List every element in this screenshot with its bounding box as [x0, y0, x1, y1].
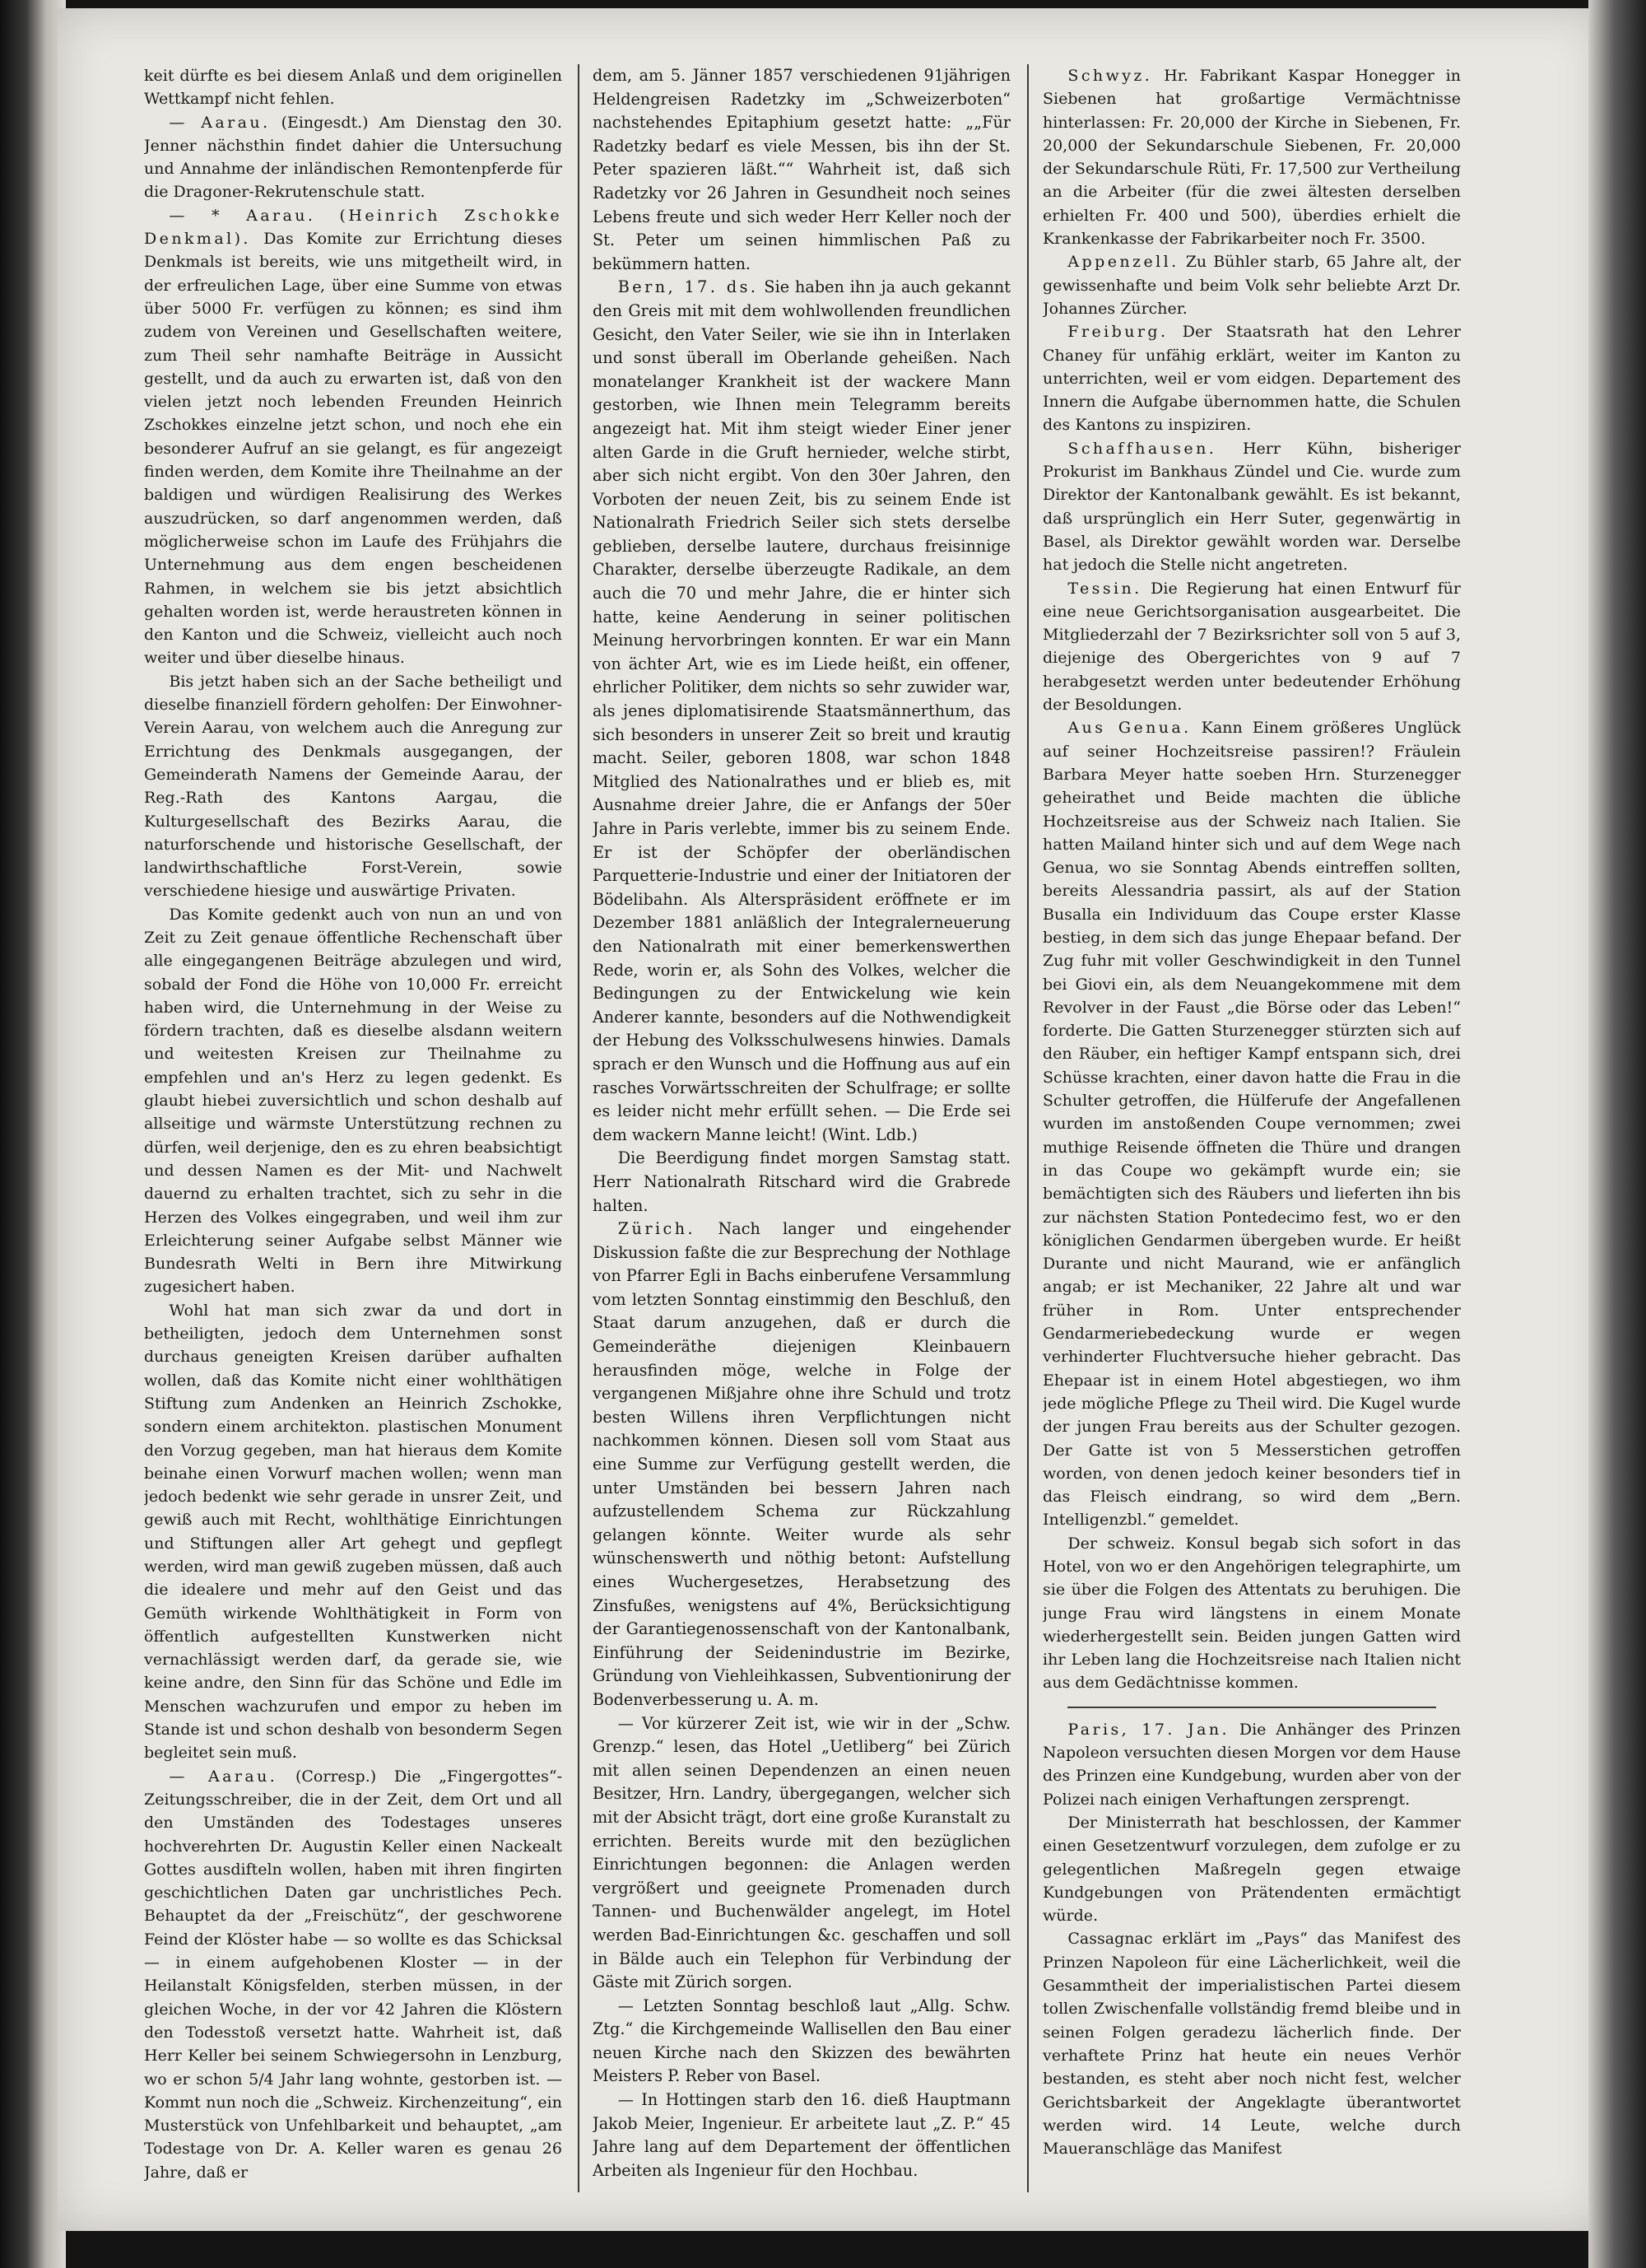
article-paragraph: [593, 1712, 1011, 1995]
article-text: Herr Kühn, bisheriger Prokurist im Bankhaus Zündel und Cie. wurde zum Direktor der Kantonalbank gewählt. Es ist bekannt, daß ursprünglich ein Herr Suter, gegenwärtig in Basel, als Direktor gewählt worden war. Derselbe hat jedoch die Stelle nicht angetreten.: [1043, 439, 1461, 575]
article-paragraph: [144, 1299, 562, 1765]
article-paragraph: [144, 1765, 562, 2184]
column-divider-1: [578, 64, 579, 2192]
article-dateline: Paris, 17. Jan.: [1067, 1720, 1230, 1739]
article-paragraph: [593, 1147, 1011, 1218]
book-spine-shadow: [0, 0, 66, 2268]
article-paragraph: [593, 276, 1011, 1147]
article-paragraph: [593, 2089, 1011, 2182]
page-edge-shadow: [1588, 0, 1646, 2268]
article-paragraph: [144, 204, 562, 670]
article-dateline: Zürich.: [617, 1219, 696, 1239]
article-dateline: — Aarau.: [169, 113, 271, 132]
article-dateline: Aus Genua.: [1067, 719, 1192, 738]
article-text: Bis jetzt haben sich an der Sache betheiligt und dieselbe finanziell fördern geholfen: Der Einwohner-Verein Aarau, von welchem auch die Anregung zur Errichtung des Denkmals ausgegangen, der Gemeinderath Namens der Gemeinde Aarau, der Reg.-Rath des Kantons Aargau, die Kulturgesellschaft des Bezirks Aarau, die naturforschende und historische Gesellschaft, der landwirthschaftliche Forst-Verein, sowie verschiedene hiesige und auswärtige Privaten.: [144, 672, 562, 901]
newspaper-body: [144, 64, 1465, 2200]
article-text: Hr. Fabrikant Kaspar Honegger in Siebenen hat großartige Vermächtnisse hinterlassen: Fr. 20,000 der Kirche in Siebenen, Fr. 20,000 der Sekundarschule Siebenen, Fr. 20,000 der Sekundarschule Rüti, Fr. 17,500 zur Vertheilung an die Arbeiter (für die zwei ältesten derselben erhielten Fr. 400 und 500), überdies erhielt die Krankenkasse der Fabrikarbeiter noch Fr. 3500.: [1043, 67, 1461, 249]
article-dateline: — * Aarau. (Heinrich Zschokke Denkmal).: [144, 206, 562, 249]
article-dateline: Appenzell.: [1067, 253, 1179, 272]
article-paragraph: [1043, 577, 1461, 717]
article-paragraph: [1043, 320, 1461, 436]
article-dateline: Schaffhausen.: [1067, 439, 1217, 458]
column-3: [1043, 64, 1461, 2196]
article-text: Zu Bühler starb, 65 Jahre alt, der gewissenhafte und beim Volk sehr beliebte Arzt Dr. Johannes Zürcher.: [1043, 253, 1461, 318]
article-text: Die Beerdigung findet morgen Samstag statt. Herr Nationalrath Ritschard wird die Grabrede halten.: [593, 1148, 1011, 1215]
article-dateline: Schwyz.: [1067, 67, 1153, 85]
article-text: Kann Einem größeres Unglück auf seiner Hochzeitsreise passiren!? Fräulein Barbara Meyer hatte soeben Hrn. Sturzenegger geheirathet und Beide machten die übliche Hochzeitsreise aus der Schweiz nach Italien. Sie hatten Mailand hinter sich und auf dem Wege nach Genua, wo sie Sonntag Abends eintreffen sollten, bereits Alessandria passirt, als auf der Station Busalla ein Individuum das Coupe erster Klasse bestieg, in dem sich das junge Ehepaar befand. Der Zug fuhr mit voller Geschwindigkeit in den Tunnel bei Giovi ein, als dem Neuangekommene mit dem Revolver in der Faust „die Börse oder das Leben!“ forderte. Die Gatten Sturzenegger stürzten sich auf den Räuber, ein heftiger Kampf entspann sich, drei Schüsse krachten, einer davon hatte die Frau in die Schulter getroffen, die Hülferufe der Angefallenen wurden im anstoßenden Coupe vernommen; zwei muthige Reisende öffneten die Thüre und drangen in das Coupe wo gekämpft wurde ein; sie bemächtigten sich des Räubers und lieferten ihn bis zur nächsten Station Pontedecimo fest, wo er den königlichen Gendarmen übergeben wurde. Er heißt Durante und nicht Maurand, wie er anfänglich angab; er ist Mechaniker, 22 Jahre alt und war früher in Rom. Unter entsprechender Gendarmeriebedeckung wurde er wegen verhinderter Fluchtversuche hieher gebracht. Das Ehepaar ist in einem Hotel abgestiegen, wo ihm jede mögliche Pflege zu Theil wird. Die Kugel wurde der jungen Frau bereits aus der Schulter gezogen. Der Gatte ist von 5 Messerstichen getroffen worden, von denen jedoch keiner besonders tief in das Fleisch eindrang, so wird dem „Bern. Intelligenzbl.“ gemeldet.: [1043, 719, 1461, 1530]
article-paragraph: [1043, 716, 1461, 1531]
article-text: Das Komite gedenkt auch von nun an und von Zeit zu Zeit genaue öffentliche Rechenschaft über alle eingegangenen Beiträge abzulegen und wird, sobald der Fond die Höhe von 10,000 Fr. erreicht haben wird, die Unternehmung in der Weise zu fördern trachten, daß es dieselbe alsdann weitern und weitesten Kreisen zur Theilnahme zu empfehlen und an's Herz zu legen gedenkt. Es glaubt hiebei zuversichtlich und schon deshalb auf allseitige und wärmste Unterstützung rechnen zu dürfen, weil derjenige, den es zu ehren beabsichtigt und dessen Namen es der Mit- und Nachwelt dauernd zu erhalten trachtet, sich zu sehr in die Herzen des Volkes eingegraben, und weil ihm zur Erleichterung seiner Aufgabe selbst Männer wie Bundesrath Welti in Bern ihre Mitwirkung zugesichert haben.: [144, 905, 562, 1297]
article-paragraph: [1043, 250, 1461, 320]
article-paragraph: [1043, 1927, 1461, 2160]
article-text: Sie haben ihn ja auch gekannt den Greis mit mit dem wohlwollenden freundlichen Gesicht, den Vater Seiler, wie sie ihn in Interlaken und sonst überall im Oberlande geheißen. Nach monatelanger Krankheit ist der wackere Mann gestorben, wie Ihnen mein Telegramm bereits angezeigt hat. Mit ihm steigt wieder Einer jener alten Garde in die Gruft hernieder, welche stirbt, aber sich nicht ergibt. Von den 30er Jahren, den Vorboten der neuen Zeit, bis zu seinem Ende ist Nationalrath Friedrich Seiler sich stets derselbe geblieben, derselbe lautere, durchaus freisinnige Charakter, derselbe überzeugte Radikale, an dem auch die 70 und mehr Jahre, die er hinter sich hatte, keine Aenderung in seiner politischen Meinung hervorbringen konnten. Er war ein Mann von ächter Art, wie es im Liede heißt, ein offener, ehrlicher Politiker, dem nichts so sehr zuwider war, als jenes diplomatisirende Staatsmännerthum, das sich besonders in unserer Zeit so breit und krautig macht. Seiler, geboren 1808, war schon 1848 Mitglied des Nationalrathes und er blieb es, mit Ausnahme dreier Jahre, die er Anfangs der 50er Jahre in Paris verlebte, immer bis zu seinem Ende. Er ist der Schöpfer der oberländischen Parquetterie-Industrie und einer der Initiatoren der Bödelibahn. Als Alterspräsident eröffnete er im Dezember 1881 anläßlich der Integralerneuerung den Nationalrath mit einer bemerkenswerthen Rede, worin er, als Sohn des Volkes, welcher die Bedingungen zu der Entwickelung wie kein Anderer kannte, besonders auf die Nothwendigkeit der Hebung des Volksschulwesens hinwies. Damals sprach er den Wunsch und die Hoffnung aus auf ein rasches Vorwärtsschreiten der Schulfrage; er sollte es leider nicht mehr erfüllt sehen. — Die Erde sei dem wackern Manne leicht! (Wint. Ldb.): [593, 277, 1011, 1144]
article-text: Der Ministerrath hat beschlossen, der Kammer einen Gesetzentwurf vorzulegen, dem zufolge er zu gelegentlichen Maßregeln gegen etwaige Kundgebungen von Prätendenten ermächtigt würde.: [1043, 1813, 1461, 1926]
article-text: Wohl hat man sich zwar da und dort in betheiligten, jedoch dem Unternehmen sonst durchaus geneigten Kreisen darüber aufhalten wollen, daß das Komite nicht einer wohlthätigen Stiftung zum Andenken an Heinrich Zschokke, sondern einem architekton. plastischen Monument den Vorzug gegeben, man hat hieraus dem Komite beinahe einen Vorwurf machen wollen; wenn man jedoch bedenkt wie sehr gerade in unsrer Zeit, und gewiß auch mit Recht, wohlthätige Einrichtungen und Stiftungen aller Art gehegt und gepflegt werden, wird man gewiß zugeben müssen, daß auch die idealere und mehr auf den Geist und das Gemüth wirkende Wohlthätigkeit in Form von öffentlich aufgestellten Kunstwerken nicht vernachlässigt werden darf, da gerade sie, wie keine andre, den Sinn für das Schöne und Edle im Menschen wachzurufen und empor zu heben im Stande ist und schon deshalb von besonderm Segen begleitet sein muß.: [144, 1301, 562, 1763]
article-paragraph: [144, 670, 562, 903]
article-paragraph: [1043, 1811, 1461, 1927]
article-dateline: — Aarau.: [169, 1767, 278, 1786]
article-text: Die Anhänger des Prinzen Napoleon versuchten diesen Morgen vor dem Hause des Prinzen eine Kundgebung, wurden aber von der Polizei nach einigen Verhaftungen zersprengt.: [1043, 1720, 1461, 1809]
column-2: [593, 64, 1011, 2196]
article-text: — Letzten Sonntag beschloß laut „Allg. Schw. Ztg.“ die Kirchgemeinde Wallisellen den Bau einer neuen Kirche nach den Skizzen des bewährten Meisters P. Reber von Basel.: [593, 1996, 1011, 2086]
article-text: Das Komite zur Errichtung dieses Denkmals ist bereits, wie uns mitgetheilt wird, in der erfreulichen Lage, über eine Summe von etwas über 5000 Fr. verfügen zu können; es sind ihm zudem von Vereinen und Gesellschaften weitere, zum Theil sehr namhafte Beiträge in Aussicht gestellt, und da auch zu erwarten ist, daß von den vielen jetzt noch lebenden Freunden Heinrich Zschokkes einzelne jetzt schon, und noch ehe ein besonderer Aufruf an sie gelangt, es für angezeigt finden werden, dem Komite ihre Theilnahme an der baldigen und würdigen Realisirung des Werkes auszudrücken, so darf angenommen werden, daß möglicherweise schon im Laufe des Frühjahrs die Unternehmung aus dem engen bescheidenen Rahmen, in welchem sie bis jetzt absichtlich gehalten worden ist, werde heraustreten können in den Kanton und die Schweiz, vielleicht auch noch weiter und über dieselbe hinaus.: [144, 230, 562, 668]
column-1: [144, 64, 562, 2196]
article-text: Cassagnac erklärt im „Pays“ das Manifest des Prinzen Napoleon für eine Lächerlichkeit, weil die Gesammtheit der imperialistischen Partei diesem tollen Zwischenfalle vollständig fremd bleibe und in seinen Folgen geradezu lächerlich finde. Der verhaftete Prinz hat heute ein neues Verhör bestanden, es steht aber noch nicht fest, welcher Gerichtsbarkeit der Angeklagte überantwortet werden wird. 14 Leute, welche durch Maueranschläge das Manifest: [1043, 1930, 1461, 2159]
article-paragraph: [593, 1995, 1011, 2089]
article-paragraph: [144, 903, 562, 1299]
article-paragraph: [144, 111, 562, 204]
article-dateline: Tessin.: [1067, 579, 1142, 598]
article-text: Die Regierung hat einen Entwurf für eine neue Gerichtsorganisation ausgearbeitet. Die Mitgliederzahl der 7 Bezirksrichter soll von 5 auf 3, diejenige des Obergerichtes von 9 auf 7 herabgesetzt werden unter bedeutender Erhöhung der Besoldungen.: [1043, 579, 1461, 715]
article-paragraph: [593, 1218, 1011, 1711]
article-paragraph: [593, 64, 1011, 276]
article-paragraph: [1043, 437, 1461, 577]
article-text: Der schweiz. Konsul begab sich sofort in das Hotel, von wo er den Angehörigen telegraphirte, um sie über die Folgen des Attentats zu beruhigen. Die junge Frau wird längstens in einem Monate wiederhergestellt sein. Beiden jungen Gatten wird ihr Leben lang die Hochzeitsreise nach Italien nicht aus dem Gedächtnisse kommen.: [1043, 1534, 1461, 1693]
article-text: (Eingesdt.) Am Dienstag den 30. Jenner nächsthin findet dahier die Untersuchung und Annahme der inländischen Remontenpferde für die Dragoner-Rekrutenschule statt.: [144, 113, 562, 202]
article-paragraph: [144, 64, 562, 111]
article-text: Der Staatsrath hat den Lehrer Chaney für unfähig erklärt, weiter im Kanton zu unterrichten, weil er vom eidgen. Departement des Innern die Aufgabe übernommen hatte, die Schulen des Kantons zu inspiziren.: [1043, 323, 1461, 435]
column-divider-2: [1027, 64, 1029, 2192]
article-paragraph: [1043, 1718, 1461, 1811]
article-paragraph: [1043, 1532, 1461, 1695]
article-separator: [1067, 1707, 1436, 1708]
article-text: keit dürfte es bei diesem Anlaß und dem originellen Wettkampf nicht fehlen.: [144, 67, 562, 109]
article-text: Nach langer und eingehender Diskussion faßte die zur Besprechung der Nothlage von Pfarrer Egli in Bachs einberufene Versammlung vom letzten Sonntag einstimmig den Beschluß, den Staat darum anzugehen, daß er durch die Gemeinderäthe diejenigen Kleinbauern herausfinden möge, welche in Folge der vergangenen Mißjahre ohne ihre Schuld und trotz besten Willens ihren Verpflichtungen nicht nachkommen können. Diesen soll vom Staat aus eine Summe zur Verfügung gestellt werden, die unter Umständen bei bessern Jahren nach aufzustellendem Schema zur Rückzahlung gelangen könnte. Weiter wurde als sehr wünschenswerth und nöthig betont: Aufstellung eines Wuchergesetzes, Herabsetzung des Zinsfußes, wenigstens auf 4%, Berücksichtigung der Garantiegenossenschaft von der Kantonalbank, Einführung der Seidenindustrie im Bezirke, Gründung von Viehleihkassen, Subventionirung der Bodenverbesserung u. A. m.: [593, 1219, 1011, 1709]
article-text: — In Hottingen starb den 16. dieß Hauptmann Jakob Meier, Ingenieur. Er arbeitete laut „Z. P.“ 45 Jahre lang auf dem Departement der öffentlichen Arbeiten als Ingenieur für den Hochbau.: [593, 2090, 1011, 2180]
article-dateline: Bern, 17. ds.: [617, 277, 759, 297]
article-text: dem, am 5. Jänner 1857 verschiedenen 91jährigen Heldengreisen Radetzky im „Schweizerboten“ nachstehendes Epitaphium gesetzt hatte: „„Für Radetzky bedarf es viele Messen, bis ihn der St. Peter spazieren läßt.““ Wahrheit ist, daß sich Radetzky vor 26 Jahren in Gesundheit noch seines Lebens freute und sich weder Herr Keller noch der St. Peter um seinen himmlischen Paß zu bekümmern hatten.: [593, 66, 1011, 273]
article-text: — Vor kürzerer Zeit ist, wie wir in der „Schw. Grenzp.“ lesen, das Hotel „Uetliberg“ bei Zürich mit allen seinen Dependenzen an einen neuen Besitzer, Hrn. Landry, übergegangen, welcher sich mit der Absicht trägt, dort eine große Kuranstalt zu errichten. Bereits wurde mit den bezüglichen Einrichtungen begonnen: die Anlagen werden vergrößert und geeignete Promenaden durch Tannen- und Buchenwälder angelegt, im Hotel werden Bad-Einrichtungen &c. geschaffen und soll in Bälde auch ein Telephon für Verbindung der Gäste mit Zürich sorgen.: [593, 1713, 1011, 1992]
article-paragraph: [1043, 64, 1461, 250]
article-dateline: Freiburg.: [1067, 323, 1169, 342]
article-text: (Corresp.) Die „Fingergottes“-Zeitungsschreiber, die in der Zeit, dem Ort und all den Umständen des Todestages unseres hochverehrten Dr. Augustin Keller einen Nackealt Gottes ausdifteln wollen, haben mit ihren fingirten geschichtlichen Daten gar unchristliches Pech. Behauptet da der „Freischütz“, der geschworene Feind der Klöster habe — so wollte es das Schicksal — in einem aufgehobenen Kloster — in der Heilanstalt Königsfelden, sterben müssen, in der gleichen Woche, in der vor 42 Jahren die Klöstern den Todesstoß versetzt hatte. Wahrheit ist, daß Herr Keller bei seinem Schwiegersohn in Lenzburg, wo er schon 5/4 Jahr lang wohnte, gestorben ist. — Kommt nun noch die „Schweiz. Kirchenzeitung“, ein Musterstück von Unfehlbarkeit und behauptet, „am Todestage von Dr. A. Keller waren es genau 26 Jahre, daß er: [144, 1767, 562, 2182]
